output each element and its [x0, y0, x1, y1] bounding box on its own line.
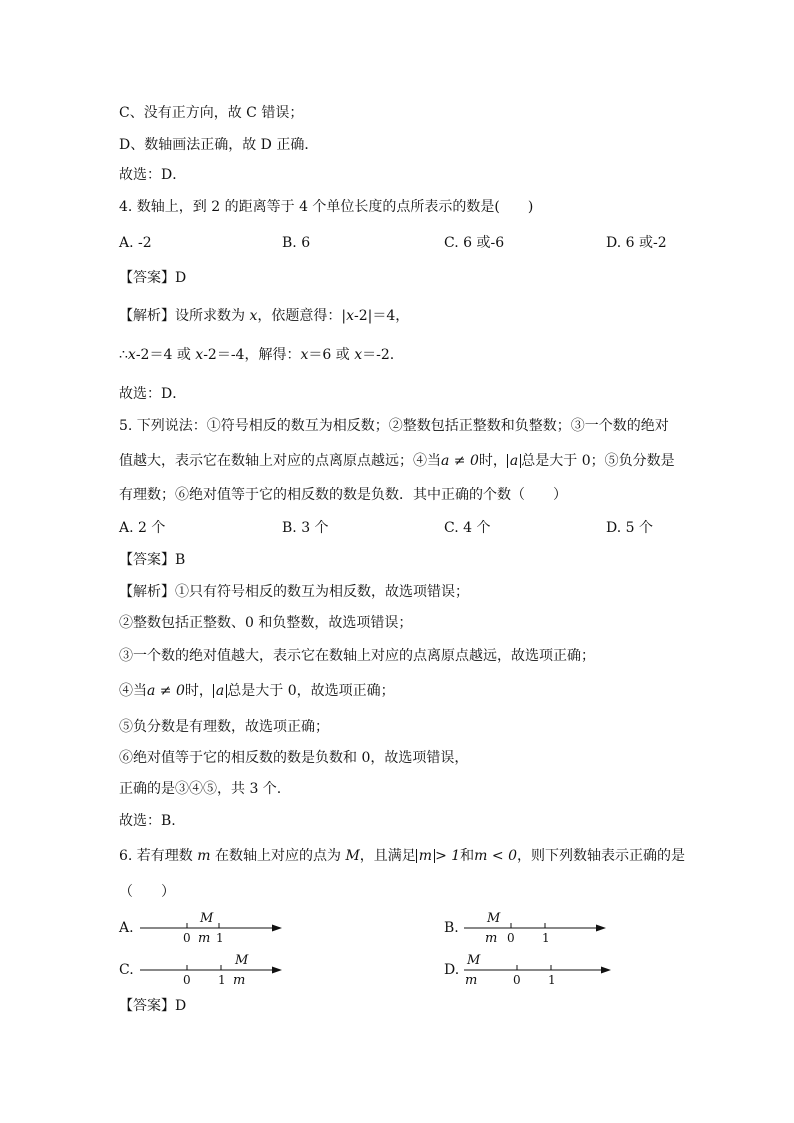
math-var: x [127, 347, 136, 363]
question-5-stem-1: 5. 下列说法：①符号相反的数互为相反数；②整数包括正整数和负整数；③一个数的绝对 [119, 418, 669, 434]
axis-arrow [596, 925, 606, 932]
text-span: 在数轴上对应的点为 [210, 848, 346, 864]
q5-explanation-4 [119, 682, 395, 700]
math-var: M [345, 848, 360, 864]
math-var: x [195, 347, 204, 363]
text-span: ∴ [119, 347, 128, 363]
q4-explanation-1 [119, 307, 409, 325]
text-span: ，依题意得：| [257, 308, 347, 324]
question-5-stem-2 [119, 452, 675, 470]
tick-label-0: 0 [507, 931, 515, 945]
math-var: x [249, 308, 258, 324]
point-label: M [235, 953, 249, 968]
tick-label-0: 0 [513, 973, 521, 987]
q5-explanation-3: ③一个数的绝对值越大，表示它在数轴上对应的点离原点越远，故选项正确； [119, 648, 595, 664]
text-span: 和 [460, 848, 475, 864]
q5-option-c: C. 4 个 [444, 520, 491, 536]
q4-option-a: A. -2 [119, 235, 152, 251]
q4-answer: 【答案】D [119, 270, 187, 286]
text-span: 时， [184, 683, 213, 699]
text-span: ，且满足 [359, 848, 416, 864]
q5-explanation-2: ②整数包括正整数、0 和负整数，故选项错误； [119, 615, 413, 631]
text-span: -2|＝4， [353, 308, 410, 324]
text-span: 总是大于 0，故选项正确； [227, 683, 395, 699]
text-span: -2＝4 或 [135, 347, 196, 363]
text-span: -2＝-4，解得： [203, 347, 301, 363]
q6-option-c-number-line [138, 950, 338, 990]
text-span: 时， [478, 453, 507, 469]
q6-answer: 【答案】D [119, 998, 187, 1014]
point-label: M [467, 953, 481, 968]
q4-option-b: B. 6 [282, 235, 311, 251]
q6-option-a-label: A. [119, 920, 134, 936]
tick-label-0: 0 [183, 931, 191, 945]
text-span: ＝-2. [362, 347, 395, 363]
abs-a: a [507, 454, 521, 468]
axis-arrow [601, 967, 611, 974]
question-5-stem-3: 有理数；⑥绝对值等于它的相反数的数是负数．其中正确的个数（ ） [119, 487, 567, 503]
tick-label-1: 1 [548, 973, 556, 987]
q5-answer: 【答案】B [119, 552, 186, 568]
text-span: 值越大，表示它在数轴上对应的点离原点越远；④当 [119, 453, 441, 469]
q5-explanation-6: ⑥绝对值等于它的相反数的数是负数和 0，故选项错误， [119, 750, 469, 766]
math-var: x [346, 308, 354, 324]
q5-explanation-1: 【解析】①只有符号相反的数互为相反数，故选项错误； [119, 584, 469, 600]
q5-option-d: D. 5 个 [606, 520, 653, 536]
text-line: C、没有正方向，故 C 错误； [119, 105, 304, 121]
point-label: M [487, 911, 501, 926]
q4-option-c: C. 6 或-6 [444, 235, 505, 251]
question-6-stem-1 [119, 847, 685, 865]
q6-option-d-label: D. [444, 962, 460, 978]
math-expr: a ≠ 0 [441, 453, 479, 469]
tick-label-0: 0 [183, 973, 191, 987]
abs-a: a [213, 684, 227, 698]
math-var: x [354, 347, 363, 363]
text-span: 总是大于 0；⑤负分数是 [521, 453, 675, 469]
question-6-stem-2: （ ） [119, 884, 175, 900]
q5-selection: 故选：B. [119, 813, 176, 829]
math-var: m [197, 848, 211, 864]
tick-label-1: 1 [216, 931, 224, 945]
tick-label-1: 1 [218, 973, 226, 987]
q5-option-b: B. 3 个 [282, 520, 329, 536]
question-4-stem: 4. 数轴上，到 2 的距离等于 4 个单位长度的点所表示的数是( ) [119, 199, 534, 215]
text-span: 6. 若有理数 [119, 848, 198, 864]
math-expr: m < 0 [474, 848, 517, 864]
q6-option-d-number-line [462, 950, 662, 990]
math-expr: a ≠ 0 [147, 683, 185, 699]
text-span: ＝6 或 [308, 347, 355, 363]
q5-option-a: A. 2 个 [119, 520, 166, 536]
text-line: D、数轴画法正确，故 D 正确． [119, 137, 319, 153]
math-var: x [300, 347, 309, 363]
q6-option-c-label: C. [119, 962, 134, 978]
abs-m: m [416, 849, 435, 863]
var-label: m [485, 931, 498, 946]
axis-arrow [272, 967, 282, 974]
text-span: 【解析】设所求数为 [119, 308, 250, 324]
text-span: ④当 [119, 683, 147, 699]
q4-explanation-2 [119, 346, 394, 364]
text-line: 故选：D． [119, 167, 187, 183]
tick-label-1: 1 [542, 931, 550, 945]
q6-option-b-label: B. [444, 920, 459, 936]
q6-option-a-number-line [138, 908, 338, 948]
axis-arrow [272, 925, 282, 932]
q5-explanation-5: ⑤负分数是有理数，故选项正确； [119, 719, 329, 735]
var-label: m [465, 973, 478, 988]
var-label: m [233, 973, 246, 988]
point-label: M [200, 911, 214, 926]
math-expr: > 1 [435, 848, 461, 864]
q6-option-b-number-line [462, 908, 662, 948]
q4-option-d: D. 6 或-2 [606, 235, 667, 251]
var-label: m [198, 931, 211, 946]
q5-explanation-7: 正确的是③④⑤，共 3 个. [119, 781, 282, 797]
text-span: ，则下列数轴表示正确的是 [517, 848, 685, 864]
q4-selection: 故选：D． [119, 386, 187, 402]
